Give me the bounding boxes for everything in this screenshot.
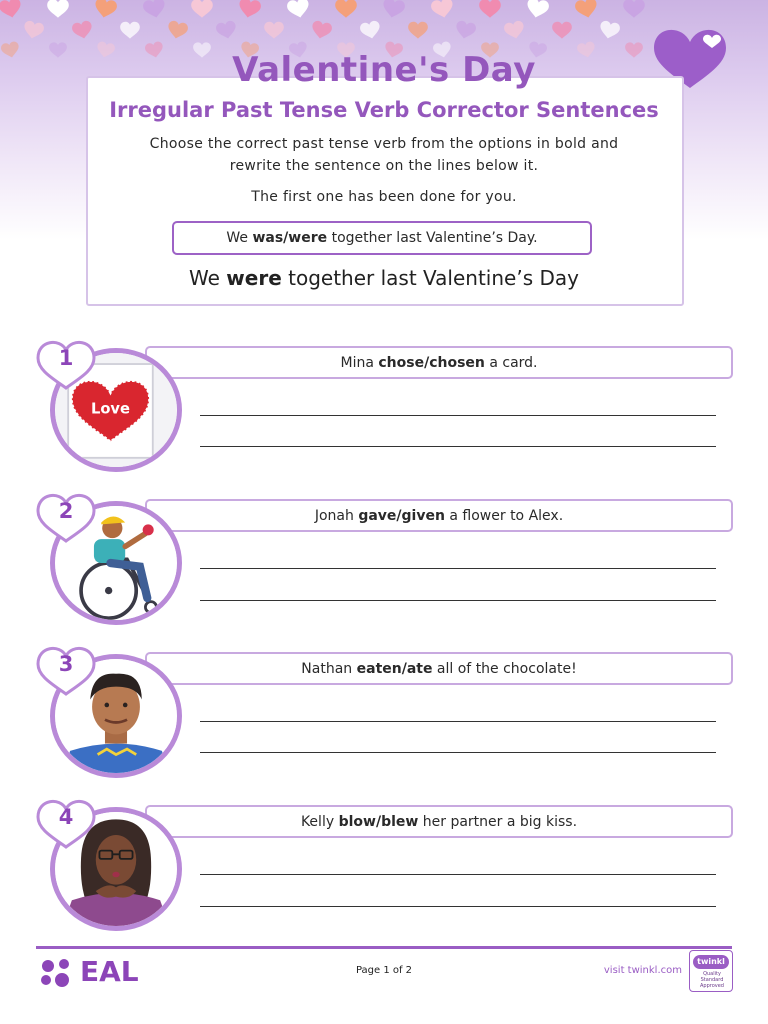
answer-line: [200, 446, 716, 447]
footer-divider: [36, 946, 732, 949]
answer-line: [200, 415, 716, 416]
pattern-heart-icon: [142, 0, 167, 20]
quality-badge: [689, 950, 733, 992]
pattern-heart-icon: [598, 20, 621, 41]
page-subtitle: Irregular Past Tense Verb Corrector Sentences: [109, 98, 659, 122]
answer-line: [200, 906, 716, 907]
sentence-before: Kelly: [300, 813, 339, 830]
pattern-heart-icon: [503, 20, 526, 41]
answer-line: [200, 568, 716, 569]
question-sentence: [145, 346, 733, 379]
pattern-heart-icon: [310, 20, 333, 41]
pattern-heart-icon: [359, 20, 382, 41]
verb-options: blow/blew: [338, 813, 419, 830]
pattern-heart-icon: [71, 20, 94, 41]
question-number: 2: [58, 499, 74, 523]
pattern-heart-icon: [0, 0, 23, 20]
pattern-heart-icon: [430, 0, 455, 20]
verb-options: eaten/ate: [356, 660, 433, 677]
sentence-after: a flower to Alex.: [444, 507, 564, 524]
question-number: 4: [58, 805, 74, 829]
visit-link[interactable]: visit twinkl.com: [603, 965, 682, 976]
sentence-before: Nathan: [301, 660, 357, 677]
pattern-heart-icon: [47, 0, 69, 18]
example-answer-prefix: We: [189, 266, 227, 290]
sentence-after: all of the chocolate!: [432, 660, 577, 677]
example-suffix: together last Valentine’s Day.: [327, 230, 538, 246]
question-sentence: [145, 652, 733, 685]
pattern-heart-icon: [454, 20, 477, 41]
pattern-heart-icon: [22, 20, 45, 41]
sentence-before: Jonah: [314, 507, 359, 524]
question-number: 1: [58, 346, 74, 370]
badge-text: Quality Standard Approved: [700, 971, 724, 989]
answer-line: [200, 874, 716, 875]
pattern-heart-icon: [120, 22, 140, 39]
pattern-heart-icon: [479, 0, 501, 18]
sentence-before: Mina: [340, 354, 379, 371]
sentence-after: her partner a big kiss.: [418, 813, 578, 830]
pattern-heart-icon: [191, 0, 213, 18]
verb-options: gave/given: [358, 507, 445, 524]
verb-options: chose/chosen: [378, 354, 485, 371]
question-sentence: [145, 499, 733, 532]
question-sentence: [145, 805, 733, 838]
example-answer: [0, 266, 768, 290]
instruction-line-2: rewrite the sentence on the lines below it.: [229, 158, 539, 174]
question-1: [0, 340, 768, 480]
answer-line: [200, 752, 716, 753]
question-number: 3: [58, 652, 74, 676]
pattern-heart-icon: [552, 22, 572, 39]
pattern-heart-icon: [623, 0, 645, 18]
pattern-heart-icon: [215, 20, 238, 41]
answer-line: [200, 721, 716, 722]
page-title: Valentine's Day: [232, 50, 536, 90]
answer-line: [200, 600, 716, 601]
pattern-heart-icon: [93, 0, 118, 20]
badge-brand: twinkl: [693, 955, 729, 969]
question-3: [0, 646, 768, 786]
pattern-heart-icon: [335, 0, 357, 18]
pattern-heart-icon: [381, 0, 406, 20]
example-sentence-box: [172, 221, 592, 255]
instruction-line-1: Choose the correct past tense verb from the options in bold and: [149, 136, 619, 152]
example-answer-verb: were: [226, 266, 282, 290]
pattern-heart-icon: [408, 22, 428, 39]
pattern-heart-icon: [237, 0, 262, 20]
question-2: [0, 493, 768, 633]
example-options: was/were: [252, 230, 328, 246]
example-prefix: We: [226, 230, 253, 246]
sentence-after: a card.: [484, 354, 538, 371]
pattern-heart-icon: [525, 0, 550, 20]
question-4: [0, 799, 768, 939]
example-answer-suffix: together last Valentine’s Day: [281, 266, 579, 290]
pattern-heart-icon: [264, 22, 284, 39]
instruction-line-3: The first one has been done for you.: [251, 189, 517, 205]
card-love-text: Love: [90, 400, 130, 418]
pattern-heart-icon: [574, 0, 599, 20]
footer-brand: EAL: [80, 955, 139, 988]
pattern-heart-icon: [286, 0, 311, 20]
pattern-heart-icon: [166, 20, 189, 41]
page-number: Page 1 of 2: [355, 965, 413, 976]
